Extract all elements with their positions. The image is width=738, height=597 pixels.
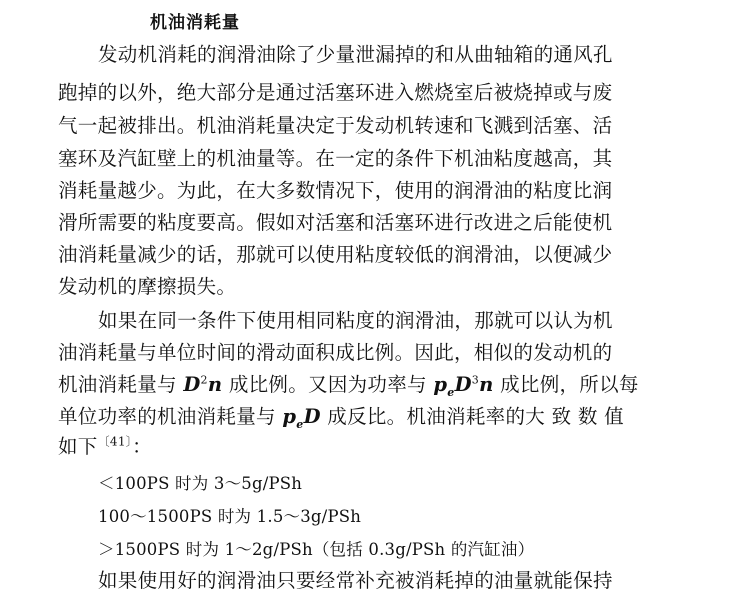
list-item: ＜100PS 时为 3～5g/PSh xyxy=(98,474,303,493)
var-n: n xyxy=(479,373,494,396)
paragraph1-line: 发动机消耗的润滑油除了少量泄漏掉的和从曲轴箱的通风孔 xyxy=(98,43,613,66)
text-segment: 如下 xyxy=(58,435,98,458)
var-p: p xyxy=(282,405,297,428)
superscript: 2 xyxy=(200,373,208,387)
paragraph2-line xyxy=(58,432,152,462)
paragraph2-line: 油消耗量与单位时间的滑动面积成比例。因此，相似的发动机的 xyxy=(58,341,613,364)
text-segment: ： xyxy=(132,435,152,458)
subscript: e xyxy=(447,385,455,399)
superscript: 3 xyxy=(471,373,480,387)
paragraph1-line: 塞环及汽缸壁上的机油量等。在一定的条件下机油粘度越高，其 xyxy=(58,147,613,170)
text-segment: 成比例。又因为功率与 xyxy=(222,373,434,396)
paragraph1-line: 跑掉的以外，绝大部分是通过活塞环进入燃烧室后被烧掉或与废 xyxy=(58,81,613,104)
paragraph3-line: 如果使用好的润滑油只要经常补充被消耗掉的油量就能保持 xyxy=(98,569,613,592)
subscript: e xyxy=(296,417,304,431)
paragraph1-line: 消耗量越少。为此，在大多数情况下，使用的润滑油的粘度比润 xyxy=(58,179,613,202)
paragraph1-line: 滑所需要的粘度要高。假如对活塞和活塞环进行改进之后能使机 xyxy=(58,211,613,234)
var-p: p xyxy=(433,373,448,396)
paragraph1-line: 发动机的摩擦损失。 xyxy=(58,275,237,298)
text-segment: 机油消耗量与 xyxy=(58,373,184,396)
list-item: ＞1500PS 时为 1～2g/PSh（包括 0.3g/PSh 的汽缸油） xyxy=(98,540,535,559)
text-segment: 成反比。机油消耗率的大 致 数 值 xyxy=(320,405,624,428)
var-d: D xyxy=(454,373,472,396)
reference-marker: 〔41〕 xyxy=(97,434,133,449)
text-segment: 成比例，所以每 xyxy=(493,373,639,396)
list-item: 100～1500PS 时为 1.5～3g/PSh xyxy=(98,507,362,526)
paragraph1-line: 油消耗量减少的话，那就可以使用粘度较低的润滑油，以便减少 xyxy=(58,243,613,266)
var-d: D xyxy=(303,405,321,428)
var-d: D xyxy=(183,373,201,396)
paragraph2-formula-line xyxy=(58,370,639,400)
section-heading: 机油消耗量 xyxy=(150,13,240,33)
text-segment: 单位功率的机油消耗量与 xyxy=(58,405,283,428)
paragraph2-formula-line xyxy=(58,402,624,432)
paragraph1-line: 气一起被排出。机油消耗量决定于发动机转速和飞溅到活塞、活 xyxy=(58,114,613,137)
var-n: n xyxy=(207,373,223,396)
paragraph2-line: 如果在同一条件下使用相同粘度的润滑油，那就可以认为机 xyxy=(98,309,613,332)
